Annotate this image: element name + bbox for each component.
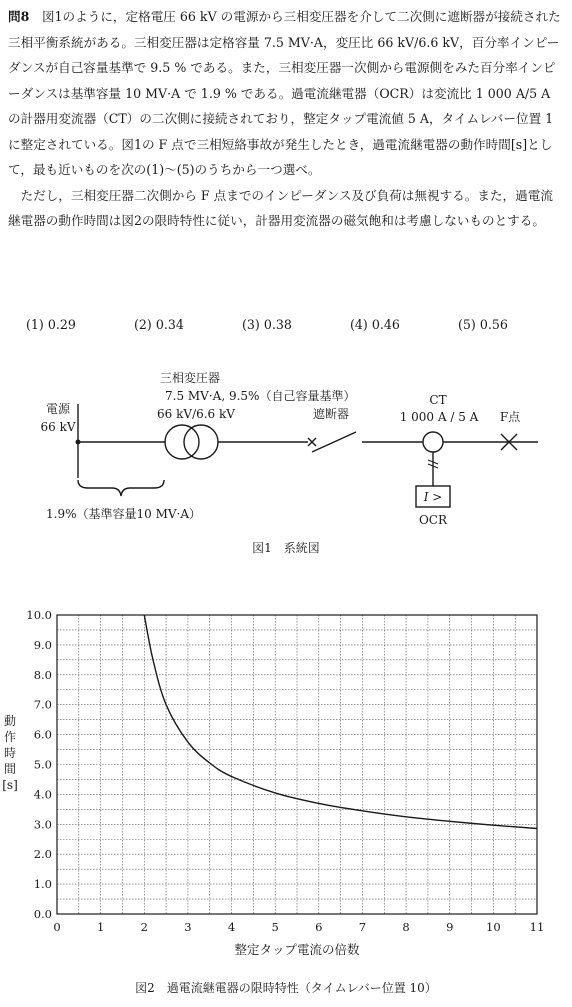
x-tick-label: 1 [96, 920, 105, 934]
x-tick-label: 2 [140, 920, 148, 934]
y-tick-label: 5.0 [33, 757, 52, 772]
y-tick-label: 8.0 [33, 667, 52, 682]
system-diagram [0, 360, 572, 565]
y-axis-label-char: 間 [3, 762, 17, 776]
transformer-ratio: 66 kV/6.6 kV [157, 407, 235, 421]
impedance-brace [78, 480, 164, 496]
y-tick-label: 10.0 [26, 608, 52, 622]
x-tick-label: 10 [486, 920, 501, 934]
y-tick-label: 1.0 [33, 877, 52, 892]
choice-4: (4) 0.46 [350, 317, 400, 332]
y-axis-label-char: 時 [3, 746, 17, 760]
question-text [8, 4, 564, 234]
y-axis-label-char: 動 [3, 714, 17, 728]
chart-grid [57, 615, 537, 914]
choice-3: (3) 0.38 [242, 317, 292, 332]
ocr-label: OCR [418, 513, 448, 527]
fault-label: F点 [499, 410, 521, 424]
x-tick-label: 7 [358, 920, 367, 934]
source-label: 電源 [45, 402, 71, 416]
x-tick-labels [53, 920, 544, 934]
ct-label: CT [429, 393, 447, 407]
breaker-label: 遮断器 [312, 407, 350, 421]
y-axis-label-char: 作 [3, 730, 17, 744]
question-paragraph-1 [8, 4, 564, 183]
question-number: 問8 [8, 9, 30, 24]
y-tick-label: 7.0 [33, 697, 52, 712]
y-tick-label: 3.0 [33, 817, 52, 832]
y-axis-label-char: [s] [2, 778, 18, 792]
source-voltage: 66 kV [40, 420, 76, 434]
y-tick-label: 6.0 [33, 727, 52, 742]
y-tick-label: 0.0 [33, 907, 52, 921]
x-tick-label: 9 [446, 920, 454, 934]
breaker-blade [312, 432, 356, 452]
choice-5: (5) 0.56 [458, 317, 508, 332]
answer-choices [0, 317, 572, 337]
y-tick-label: 2.0 [33, 847, 52, 862]
transformer-primary-coil [165, 425, 199, 459]
y-tick-label: 9.0 [33, 637, 52, 652]
x-tick-label: 11 [529, 920, 545, 934]
figure-1-caption: 図1 系統図 [252, 541, 320, 555]
question-paragraph-2: ただし，三相変圧器二次側から F 点までのインピーダンス及び負荷は無視する。また，過電流継電器の動作時間は図2の限時特性に従い，計器用変流器の磁気飽和は考慮しないものとする。 [8, 187, 553, 228]
figure-2-caption: 図2 過電流継電器の限時特性（タイムレバー位置 10） [135, 981, 437, 995]
ct-circle [423, 432, 443, 452]
source-node [76, 440, 81, 445]
question-body: 図1のように，定格電圧 66 kV の電源から三相変圧器を介して二次側に遮断器が接続された三相平衡系統がある。三相変圧器は定格容量 7.5 MV·A，変圧比 66 kV/6.6 kV，百分率インピーダンスが自己容量基準で 9.5 % である。また，三相変圧器一次側から電源側をみた百分率インピーダンスは基準容量 10 MV·A で 1.9 % である。過電流継電器（OCR）は変流比 1 000 A/5 A の計器用変流器（CT）の二次側に接続されており，整定タップ電流値 5 A，タイムレバー位置 1 に整定されている。図1の F 点で三相短絡事故が発生したとき，過電流継電器の動作時間[s]として，最も近いものを次の(1)〜(5)のうちから一つ選べ。 [8, 9, 561, 177]
x-tick-label: 4 [227, 920, 236, 934]
x-axis-label: 整定タップ電流の倍数 [234, 942, 360, 957]
transformer-title: 三相変圧器 [159, 371, 221, 385]
y-axis-label [2, 713, 18, 792]
y-tick-labels [26, 608, 52, 921]
transformer-rating: 7.5 MV·A, 9.5%（自己容量基準） [165, 389, 356, 403]
x-tick-label: 3 [184, 920, 192, 934]
ct-ratio: 1 000 A / 5 A [399, 410, 479, 424]
x-tick-label: 6 [315, 920, 323, 934]
ocr-characteristic-chart [0, 600, 572, 1007]
choice-2: (2) 0.34 [134, 317, 184, 332]
choice-1: (1) 0.29 [26, 317, 76, 332]
source-impedance: 1.9%（基準容量10 MV·A） [46, 507, 202, 521]
x-tick-label: 8 [402, 920, 410, 934]
x-tick-label: 0 [53, 920, 61, 934]
x-tick-label: 5 [271, 920, 279, 934]
ocr-symbol: I > [423, 490, 443, 504]
y-tick-label: 4.0 [33, 787, 52, 802]
transformer-secondary-coil [184, 425, 218, 459]
